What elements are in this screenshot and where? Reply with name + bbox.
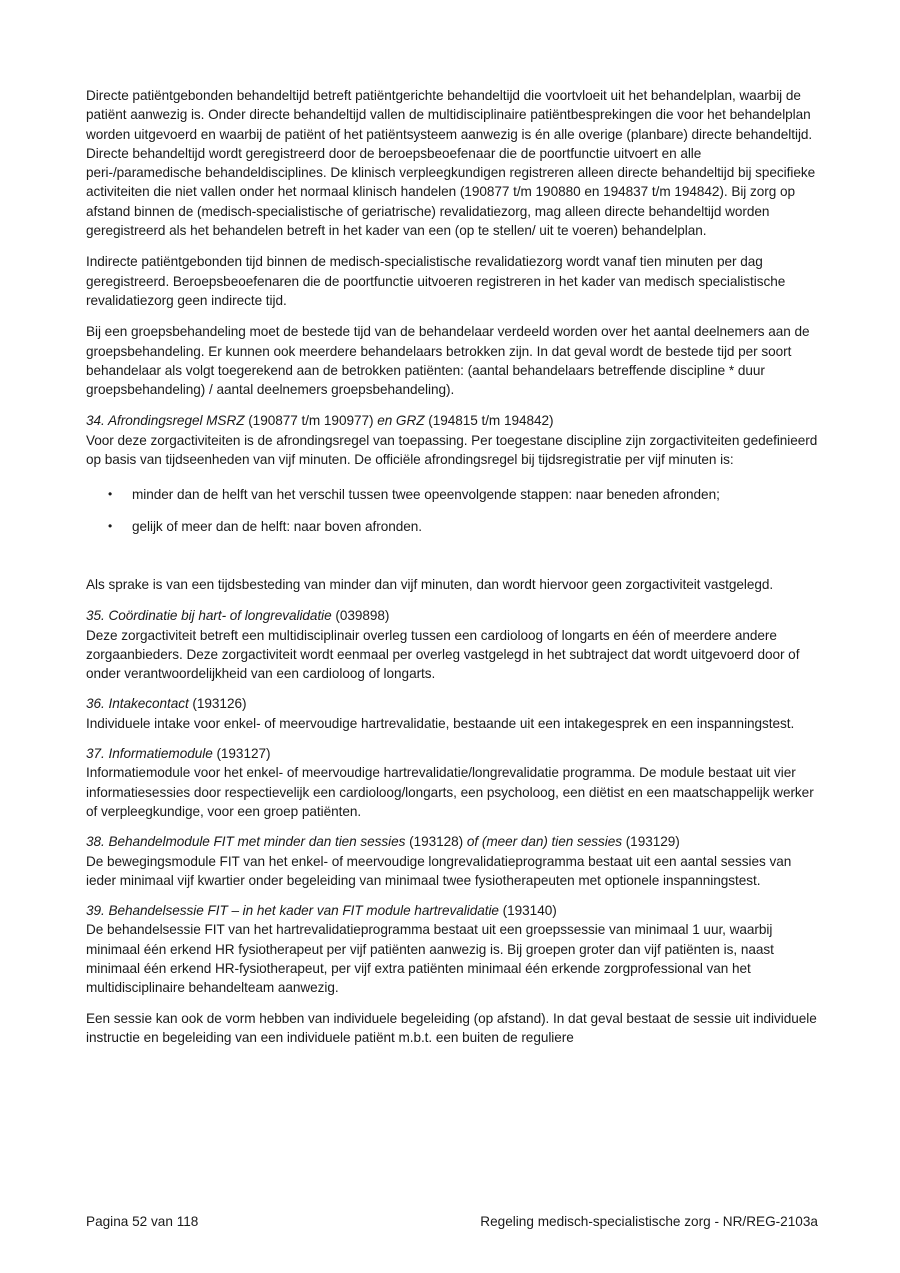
heading-italic-part: 35. Coördinatie bij hart- of longrevalidatie (86, 608, 336, 624)
paragraph-group-treatment: Bij een groepsbehandeling moet de bestede tijd van de behandelaar verdeeld worden over het aantal deelnemers aan de groepsbehandeling. Er kunnen ook meerdere behandelaars betrokken zijn. In dat geval wordt de bestede tijd per soort behandelaar als volgt toegerekend aan de betrokken patiënten: (aantal behandelaars betreffende discipline * duur groepsbehandeling) / aantal deelnemers groepsbehandeling). (86, 324, 810, 398)
page-footer (86, 1212, 818, 1231)
heading-italic-part: 34. Afrondingsregel MSRZ (86, 413, 249, 429)
section-38-heading (86, 832, 818, 851)
page-content (86, 86, 818, 1059)
section-35-coordinatie (86, 606, 818, 683)
paragraph-direct-treatment-time: Directe patiëntgebonden behandeltijd betreft patiëntgerichte behandeltijd die voortvloeit uit het behandelplan, waarbij de patiënt aanwezig is. Onder directe behandeltijd vallen de multidisciplinaire patiëntbesprekingen die voor het behandelplan worden uitgevoerd en waarbij de patiënt of het patiëntsysteem aanwezig is én alle overige (planbare) directe behandeltijd. Directe behandeltijd wordt geregistreerd door de beroepsbeoefenaar die de poortfunctie uitvoert en alle peri-/paramedische behandeldisciplines. De klinisch verpleegkundigen registreren alleen directe behandeltijd bij specifieke activiteiten die niet vallen onder het normaal klinisch handelen (190877 t/m 190880 en 194837 t/m 194842). Bij zorg op afstand binnen de (medisch-specialistische of geriatrische) revalidatiezorg, mag alleen directe behandeltijd worden geregistreerd als het behandelen betreft in het kader van een (op te stellen/ uit te voeren) behandelplan. (86, 88, 816, 239)
section-36-heading (86, 694, 818, 713)
heading-italic-part: of (meer dan) tien sessies (466, 834, 626, 850)
section-39-body: De behandelsessie FIT van het hartrevalidatieprogramma bestaat uit een groepssessie van minimaal 1 uur, waarbij minimaal één erkend HR fysiotherapeut per vijf patiënten aanwezig is. Bij groepen groter dan vijf patiënten is, naast minimaal één erkend HR-fysiotherapeut, per vijf extra patiënten minimaal één erkende zorgprofessional van het multidisciplinaire behandelteam aanwezig. (86, 922, 774, 996)
section-34-afrondingsregel (86, 411, 818, 469)
paragraph-individual-session: Een sessie kan ook de vorm hebben van individuele begeleiding (op afstand). In dat geval bestaat de sessie uit individuele instructie en begeleiding van een individuele patiënt m.b.t. een buiten de reguliere (86, 1010, 817, 1045)
heading-italic-part: en GRZ (377, 413, 429, 429)
heading-code-part: (193127) (216, 746, 271, 762)
section-37-body: Informatiemodule voor het enkel- of meervoudige hartrevalidatie/longrevalidatie programma. De module bestaat uit vier informatiesessies door respectievelijk een cardioloog/longarts, een psycholoog, een diëtist en een maatschappelijk werker of verpleegkundige, voor een groep patiënten. (86, 765, 814, 819)
list-item: • gelijk of meer dan de helft: naar boven afronden. (86, 517, 818, 536)
section-38-body: De bewegingsmodule FIT van het enkel- of meervoudige longrevalidatieprogramma bestaat uit een aantal sessies van ieder minimaal vijf kwartier onder begeleiding van minimaal twee fysiotherapeuten met optionele inspanningstest. (86, 853, 792, 888)
heading-italic-part: 39. Behandelsessie FIT – in het kader van FIT module hartrevalidatie (86, 903, 503, 919)
section-38-behandelmodule-fit (86, 832, 818, 890)
heading-italic-part: 36. Intakecontact (86, 696, 193, 712)
heading-italic-part: 37. Informatiemodule (86, 746, 217, 762)
page-number: Pagina 52 van 118 (86, 1214, 199, 1229)
heading-code-part: (193140) (502, 903, 557, 919)
section-34-heading (86, 411, 818, 430)
section-37-heading (86, 744, 818, 763)
heading-code-part: (193128) (409, 834, 467, 850)
section-35-heading (86, 606, 818, 625)
rounding-rules-list (86, 485, 818, 536)
heading-code-part: (190877 t/m 190977) (248, 413, 378, 429)
heading-italic-part: 38. Behandelmodule FIT met minder dan tien sessies (86, 834, 410, 850)
document-reference: Regeling medisch-specialistische zorg - NR/REG-2103a (480, 1214, 818, 1229)
section-39-behandelsessie-fit (86, 901, 818, 997)
section-34-body: Voor deze zorgactiviteiten is de afrondingsregel van toepassing. Per toegestane discipline zijn zorgactiviteiten gedefinieerd op basis van tijdseenheden van vijf minuten. De officiële afrondingsregel bij tijdsregistratie per vijf minuten is: (86, 432, 818, 468)
section-37-informatiemodule (86, 744, 818, 821)
list-item: • minder dan de helft van het verschil tussen twee opeenvolgende stappen: naar beneden afronden; (86, 485, 818, 504)
heading-code-part: (039898) (335, 608, 390, 624)
section-36-intakecontact (86, 694, 818, 733)
section-35-body: Deze zorgactiviteit betreft een multidisciplinair overleg tussen een cardioloog of longarts en één of meerdere andere zorgaanbieders. Deze zorgactiviteit wordt eenmaal per overleg vastgelegd in het subtraject dat wordt uitgevoerd door of onder verantwoordelijkheid van een cardioloog of longarts. (86, 627, 800, 682)
section-36-body: Individuele intake voor enkel- of meervoudige hartrevalidatie, bestaande uit een intakegesprek en een inspanningstest. (86, 715, 795, 731)
heading-code-part: (193126) (192, 696, 247, 712)
section-39-heading (86, 901, 818, 920)
paragraph-indirect-time: Indirecte patiëntgebonden tijd binnen de medisch-specialistische revalidatiezorg wordt vanaf tien minuten per dag geregistreerd. Beroepsbeoefenaren die de poortfunctie uitvoeren registreren in het kader van medisch specialistische revalidatiezorg geen indirecte tijd. (86, 254, 786, 308)
paragraph-less-than-five-minutes: Als sprake is van een tijdsbesteding van minder dan vijf minuten, dan wordt hiervoor geen zorgactiviteit vastgelegd. (86, 576, 774, 592)
heading-code-part: (194815 t/m 194842) (428, 413, 554, 429)
heading-code-part: (193129) (625, 834, 680, 850)
